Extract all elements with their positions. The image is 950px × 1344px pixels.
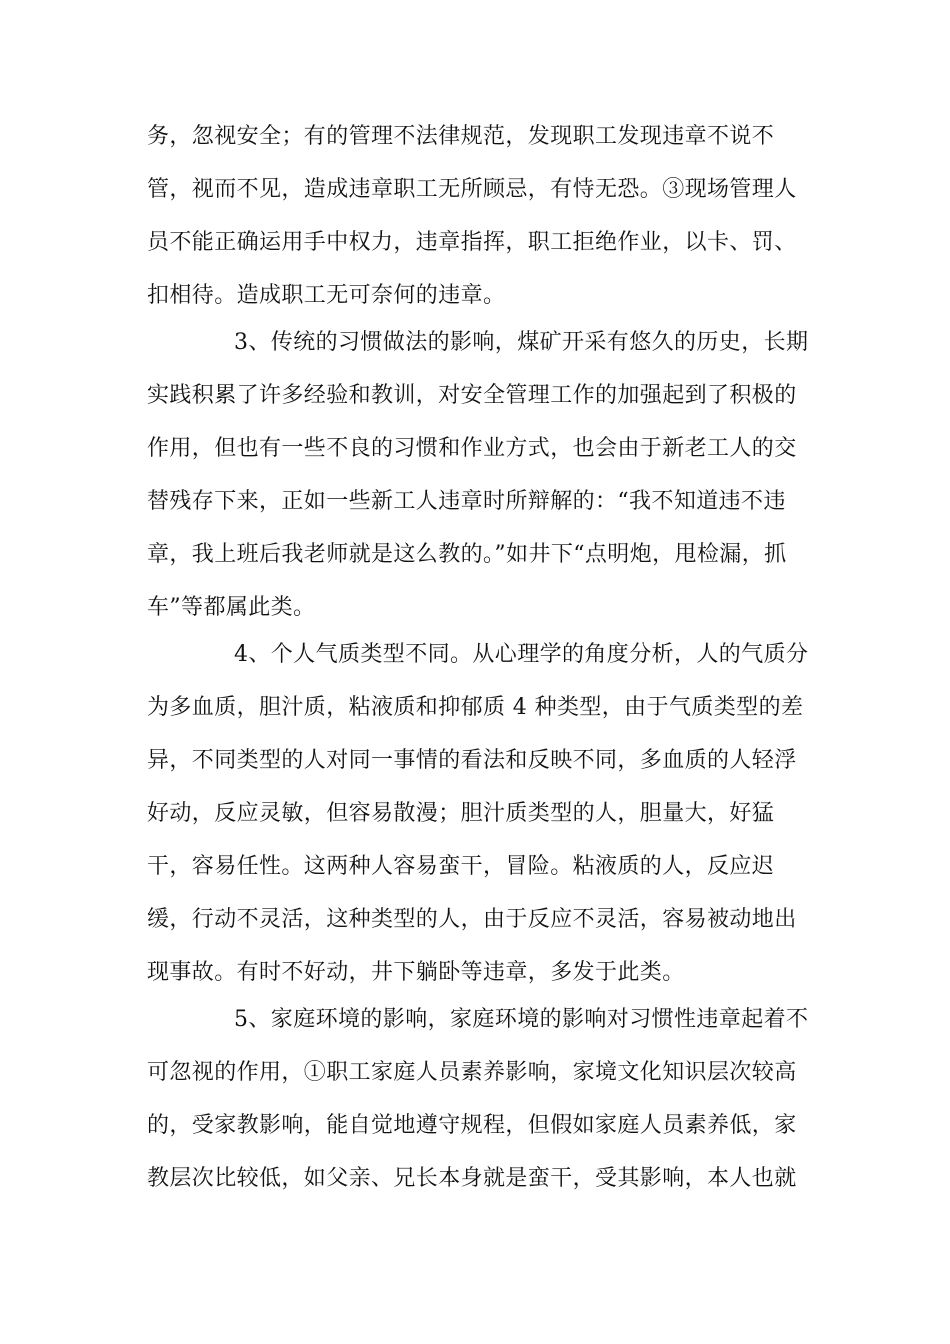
text-line: 管，视而不见，造成违章职工无所顾忌，有恃无恐。③现场管理人 [147,177,797,202]
text-line: 章，我上班后我老师就是这么教的。”如井下“点明炮，甩检漏，抓 [147,542,787,567]
text-line: 的，受家教影响，能自觉地遵守规程，但假如家庭人员素养低，家 [147,1113,797,1138]
text-line: 好动，反应灵敏，但容易散漫；胆汁质类型的人，胆量大，好猛 [147,801,775,826]
text-line: 车”等都属此类。 [147,595,316,620]
text-line: 异，不同类型的人对同一事情的看法和反映不同，多血质的人轻浮 [147,748,797,773]
text-line: 干，容易任性。这两种人容易蛮干，冒险。粘液质的人，反应迟 [147,854,775,879]
text-line: 务，忽视安全；有的管理不法律规范，发现职工发现违章不说不 [147,124,775,149]
text-line: 扣相待。造成职工无可奈何的违章。 [147,283,506,308]
text-line: 现事故。有时不好动，井下躺卧等违章，多发于此类。 [147,960,685,985]
paragraph-4-first-line: 4、个人气质类型不同。从心理学的角度分析，人的气质分 [234,642,809,667]
text-line: 作用，但也有一些不良的习惯和作业方式，也会由于新老工人的交 [147,436,797,461]
text-line: 缓，行动不灵活，这种类型的人，由于反应不灵活，容易被动地出 [147,907,797,932]
text-line: 为多血质，胆汁质，粘液质和抑郁质 4 种类型，由于气质类型的差 [147,695,804,720]
text-line: 员不能正确运用手中权力，违章指挥，职工拒绝作业，以卡、罚、 [147,230,797,255]
text-line: 可忽视的作用，①职工家庭人员素养影响，家境文化知识层次较高 [147,1060,797,1085]
text-line: 实践积累了许多经验和教训，对安全管理工作的加强起到了积极的 [147,383,797,408]
paragraph-3-first-line: 3、传统的习惯做法的影响，煤矿开采有悠久的历史，长期 [234,330,809,355]
text-line: 替残存下来，正如一些新工人违章时所辩解的：“我不知道违不违 [147,489,786,514]
paragraph-5-first-line: 5、家庭环境的影响，家庭环境的影响对习惯性违章起着不 [234,1007,809,1032]
text-line: 教层次比较低，如父亲、兄长本身就是蛮干，受其影响，本人也就 [147,1166,797,1191]
